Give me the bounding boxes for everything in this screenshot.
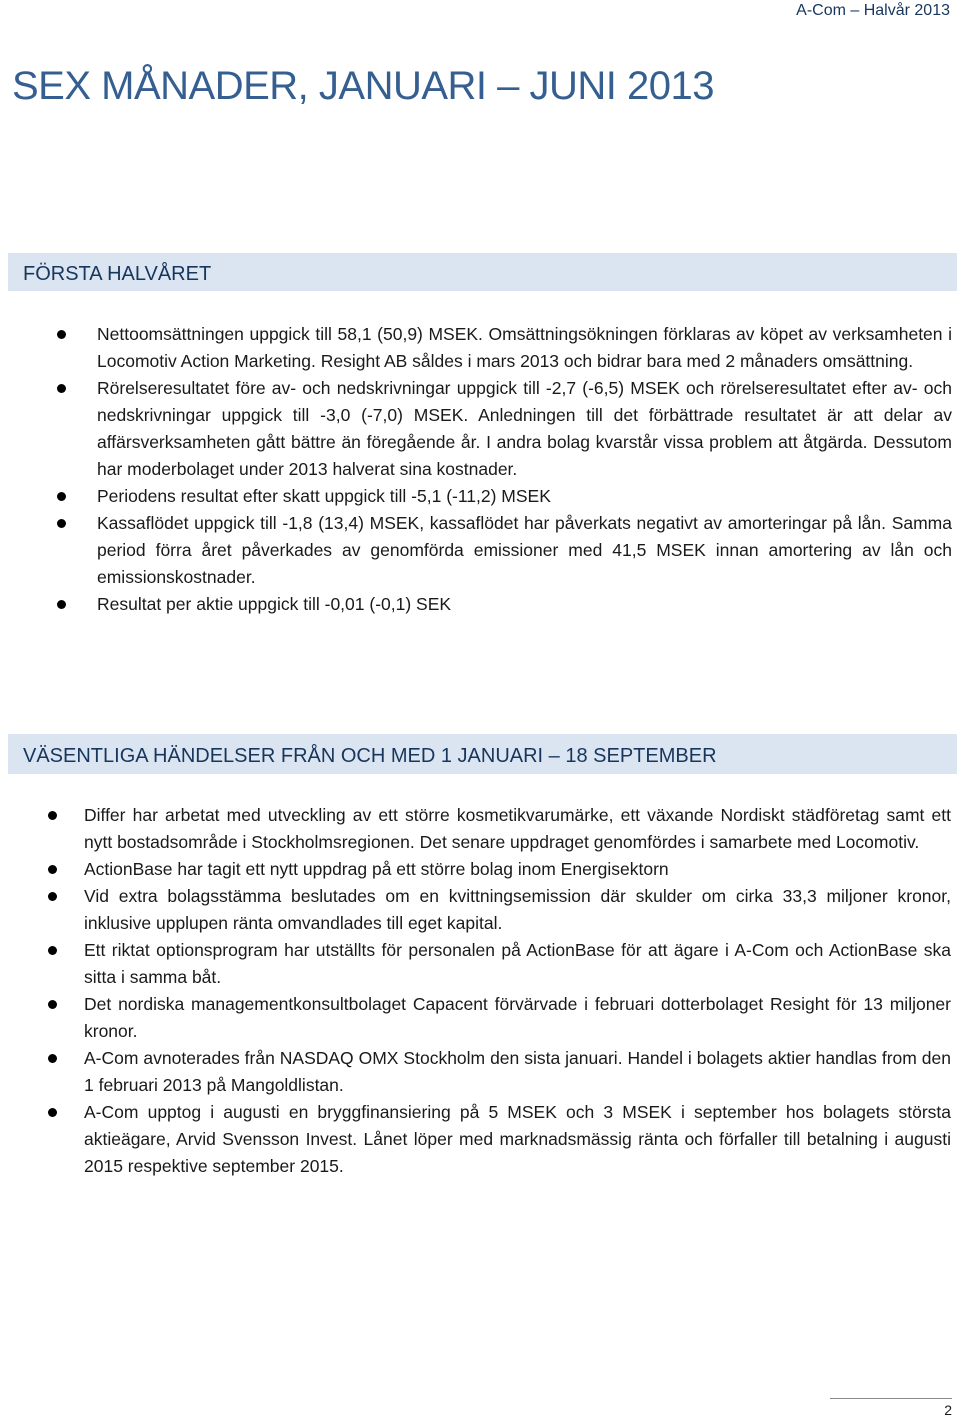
bullet-icon (57, 600, 66, 609)
running-header: A-Com – Halvår 2013 (796, 2, 950, 19)
list-item (97, 483, 952, 510)
bullet-icon (48, 946, 57, 955)
list-item (84, 1045, 951, 1099)
list-item-text: Nettoomsättningen uppgick till 58,1 (50,9) MSEK. Omsättningsökningen förklaras av köpet av verksamheten i Locomotiv Action Marketing. Resight AB såldes i mars 2013 och bidrar bara med 2 månaders omsättning. (97, 324, 952, 371)
bullet-icon (48, 865, 57, 874)
bullet-icon (48, 1000, 57, 1009)
list-item-text: Differ har arbetat med utveckling av ett större kosmetikvarumärke, ett växande Nordiskt städföretag samt ett nytt bostadsområde i Stockholmsregionen. Det senare uppdraget genomfördes i samarbete med Locomotiv. (84, 805, 951, 852)
list-item-text: A-Com upptog i augusti en bryggfinansiering på 5 MSEK och 3 MSEK i september hos bolagets största aktieägare, Arvid Svensson Invest. Lånet löper med marknadsmässig ränta och förfaller till betalning i augusti 2015 respektive september 2015. (84, 1102, 951, 1176)
bullet-icon (57, 519, 66, 528)
list-item (84, 1099, 951, 1180)
page-title: SEX MÅNADER, JANUARI – JUNI 2013 (12, 64, 714, 108)
list-item (84, 883, 951, 937)
bullet-icon (57, 384, 66, 393)
list-item (84, 937, 951, 991)
section-heading: FÖRSTA HALVÅRET (23, 263, 212, 285)
bullet-icon (57, 492, 66, 501)
bullet-icon (48, 1054, 57, 1063)
list-item-text: ActionBase har tagit ett nytt uppdrag på ett större bolag inom Energisektorn (84, 859, 669, 879)
section-heading-band-forsta-halvaret (8, 253, 957, 291)
list-item-text: Rörelseresultatet före av- och nedskrivningar uppgick till -2,7 (-6,5) MSEK och rörelseresultatet efter av- och nedskrivningar uppgick till -3,0 (-7,0) MSEK. Anledningen till det förbättrade resultatet är att delar av affärsverksamheten gått bättre än föregående år. I andra bolag kvarstår vissa problem att åtgärda. Dessutom har moderbolaget under 2013 halverat sina kostnader. (97, 378, 952, 479)
bullet-list-forsta-halvaret (97, 321, 952, 618)
list-item-text: Det nordiska managementkonsultbolaget Capacent förvärvade i februari dotterbolaget Resight för 13 miljoner kronor. (84, 994, 951, 1041)
list-item-text: Ett riktat optionsprogram har utställts för personalen på ActionBase för att ägare i A-Com och ActionBase ska sitta i samma båt. (84, 940, 951, 987)
bullet-icon (48, 811, 57, 820)
list-item (84, 802, 951, 856)
list-item-text: Kassaflödet uppgick till -1,8 (13,4) MSEK, kassaflödet har påverkats negativt av amorteringar på lån. Samma period förra året påverkades av genomförda emissioner med 41,5 MSEK innan amortering av lån och emissionskostnader. (97, 513, 952, 587)
list-item (84, 991, 951, 1045)
bullet-icon (48, 892, 57, 901)
list-item (84, 856, 951, 883)
list-item (97, 510, 952, 591)
list-item-text: A-Com avnoterades från NASDAQ OMX Stockholm den sista januari. Handel i bolagets aktier handlas from den 1 februari 2013 på Mangoldlistan. (84, 1048, 951, 1095)
list-item (97, 591, 952, 618)
section-heading-band-vasentliga-handelser (8, 734, 957, 774)
list-item-text: Resultat per aktie uppgick till -0,01 (-0,1) SEK (97, 594, 452, 614)
footer-rule (830, 1398, 952, 1399)
list-item-text: Vid extra bolagsstämma beslutades om en kvittningsemission där skulder om cirka 33,3 miljoner kronor, inklusive upplupen ränta omvandlades till eget kapital. (84, 886, 951, 933)
bullet-list-vasentliga-handelser (84, 802, 951, 1180)
page-number: 2 (944, 1402, 952, 1418)
list-item (97, 321, 952, 375)
list-item-text: Periodens resultat efter skatt uppgick till -5,1 (-11,2) MSEK (97, 486, 551, 506)
bullet-icon (48, 1108, 57, 1117)
bullet-icon (57, 330, 66, 339)
list-item (97, 375, 952, 483)
section-heading: VÄSENTLIGA HÄNDELSER FRÅN OCH MED 1 JANUARI – 18 SEPTEMBER (23, 745, 717, 767)
